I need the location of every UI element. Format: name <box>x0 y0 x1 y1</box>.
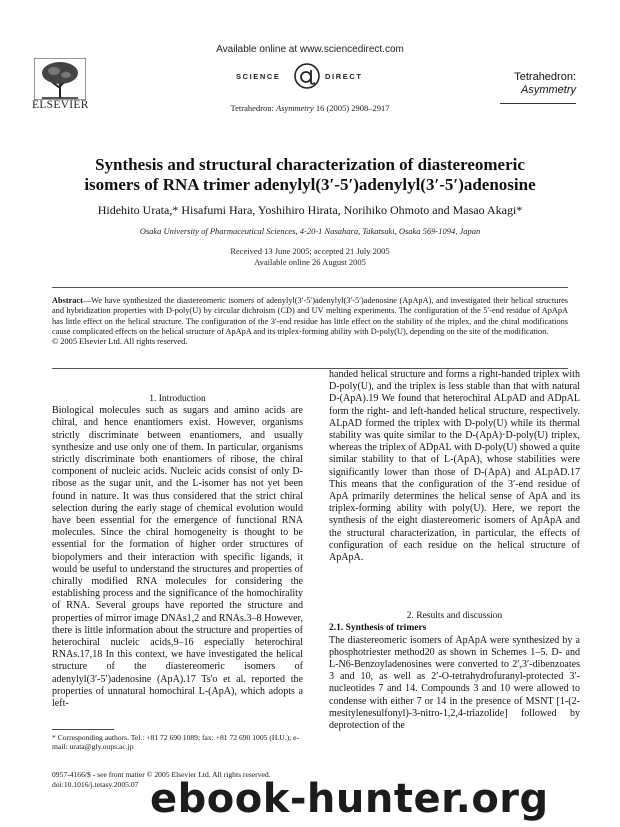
sciencedirect-logo <box>236 59 386 97</box>
sciencedirect-right: DIRECT <box>325 72 363 81</box>
right-column <box>329 369 580 732</box>
journal-header <box>0 0 620 125</box>
publisher-name: ELSEVIER <box>32 99 89 111</box>
abstract-copyright: © 2005 Elsevier Ltd. All rights reserved. <box>52 337 188 347</box>
title-line-2: isomers of RNA trimer adenylyl(3′-5′)adenylyl(3′-5′)adenosine <box>84 175 536 194</box>
abstract-top-rule <box>52 287 568 288</box>
footnote-rule <box>52 729 114 730</box>
subsection-heading-synthesis: 2.1. Synthesis of trimers <box>329 623 427 634</box>
abstract-label: Abstract <box>52 296 83 305</box>
doi-line: doi:10.1016/j.tetasy.2005.07 <box>52 779 139 789</box>
citation-suffix: 16 (2005) 2908–2917 <box>313 103 390 113</box>
section-heading-introduction: 1. Introduction <box>149 394 206 404</box>
journal-name-line1: Tetrahedron: <box>514 71 576 83</box>
title-line-1: Synthesis and structural characterization of diastereomeric <box>95 155 525 174</box>
left-column <box>52 393 303 710</box>
article-dates <box>30 246 590 267</box>
sciencedirect-at-icon <box>292 59 322 93</box>
corresponding-author-footnote: * Corresponding authors. Tel.: +81 72 690 1089; fax: +81 72 690 1005 (H.U.); e-mail: urata@gly.oups.ac.jp <box>52 733 300 752</box>
journal-name-line2: Asymmetry <box>521 84 576 96</box>
abstract <box>52 296 568 347</box>
abstract-text: —We have synthesized the diastereomeric isomers of adenylyl(3′-5′)adenylyl(3′-5′)adenosine (ApApA), and investigated their helical structures and hybridization properties with D-poly(U) by circular dichroism (CD) and UV melting experiments. The configuration of the 5′-end residue of ApApA has little effect on the helical structure. The configuration of the 3′-end residue has little effect on the stability of the triplex, and the chiral modifications cause complicated effects on the helical structure of ApApA and its triplex-forming ability with D-poly(U), depending on the site of the modification. <box>52 296 568 336</box>
sciencedirect-left: SCIENCE <box>236 72 281 81</box>
citation-prefix: Tetrahedron: <box>230 103 276 113</box>
watermark-text: ebook-hunter.org <box>150 776 549 822</box>
affiliation: Osaka University of Pharmaceutical Sciences, 4-20-1 Nasahara, Takatsuki, Osaka 569-1094, Japan <box>139 226 481 236</box>
introduction-body: Biological molecules such as sugars and amino acids are chiral, and hence enantiomers exist. However, organisms strictly discriminate between enantiomers, and usually synthesize and use only one of them. In particular, organisms strictly discriminate both enantiomers of ribose, the chiral component of nucleic acids. Nucleic acids consist of only D-ribose as the sugar unit, and the L-isomer has not yet been found in nature. It was thus considered that the strict chiral selection during the early stage of chemical evolution would have been essential for the emergence of functional RNA molecules. Since the chiral homogeneity is thought to be essential for the formation of higher order structures of biopolymers and their interaction with specific ligands, it would be useful to understand the structures and properties of chirally modified RNA molecules for considering the establishing process and the significance of the homochirality of RNA. Several groups have reported the structure and properties of mirror image DNAs1,2 and RNAs.3–8 However, there is little information about the structure and properties of heterochiral nucleic acids,9–16 especially heterochiral RNAs.17,18 In this context, we have investigated the helical structure of the diastereomeric isomers of adenylyl(3′-5′)adenosine (ApA).17 Ts'o et al. reported the properties of unnatural homochiral L-(ApA), which adopts a left- <box>52 405 303 710</box>
journal-name <box>514 71 576 97</box>
synthesis-body: The diastereomeric isomers of ApApA were synthesized by a phosphotriester method20 as shown in Schemes 1–5. D- and L-N6-Benzoyladenosines were converted to 2′,3′-dibenzoates 3 and 10, as well as 2′-O-tetrahydrofuranyl-protected 3′-nucleotides 7 and 14. Compounds 3 and 10 were allowed to condense with either 7 or 14 in the presence of MSNT [1-(2-mesitylenesulfonyl)-3-nitro-1,2,4-triazolide] followed by deprotection of the <box>329 634 580 732</box>
citation-journal: Asymmetry <box>275 103 314 113</box>
article-title <box>40 155 580 195</box>
citation-line <box>0 103 620 113</box>
section-heading-results: 2. Results and discussion <box>406 611 503 622</box>
elsevier-tree-logo <box>34 58 86 100</box>
received-date: Received 13 June 2005; accepted 21 July 2005 <box>230 246 390 256</box>
right-column-body: handed helical structure and forms a right-handed triplex with D-poly(U), and the triplex is less stable than that with natural D-(ApA).19 We found that heterochiral ALpAD and ADpAL form the right- and left-handed helical structure, respectively. ALpAD formed the triplex with D-poly(U) while its thermal stability was quite similar to the D-(ApA)·D-poly(U) triplex, whereas the triplex of ADpAL with D-poly(U) showed a quite similar stability to that of L-(ApA), whose stabilities were significantly lower than those of D-(ApA) and ALpAD.17 This means that the configuration of the 3′-end residue of ApA primarily determines the helical sense of ApA and its triplex-forming ability with poly(U). Here, we report the synthesis of the eight diastereomeric isomers of ApApA and the structural characterization, in particular, the effects of configuration of each residue on the helical structure of ApApA. <box>329 369 580 564</box>
journal-rule <box>500 103 576 104</box>
online-date: Available online 26 August 2005 <box>254 256 366 267</box>
available-online-text: Available online at www.sciencedirect.com <box>216 44 404 55</box>
issn-line: 0957-4166/$ - see front matter © 2005 Elsevier Ltd. All rights reserved. <box>52 770 271 779</box>
author-list: Hidehito Urata,* Hisafumi Hara, Yoshihiro Hirata, Norihiko Ohmoto and Masao Akagi* <box>97 203 523 217</box>
